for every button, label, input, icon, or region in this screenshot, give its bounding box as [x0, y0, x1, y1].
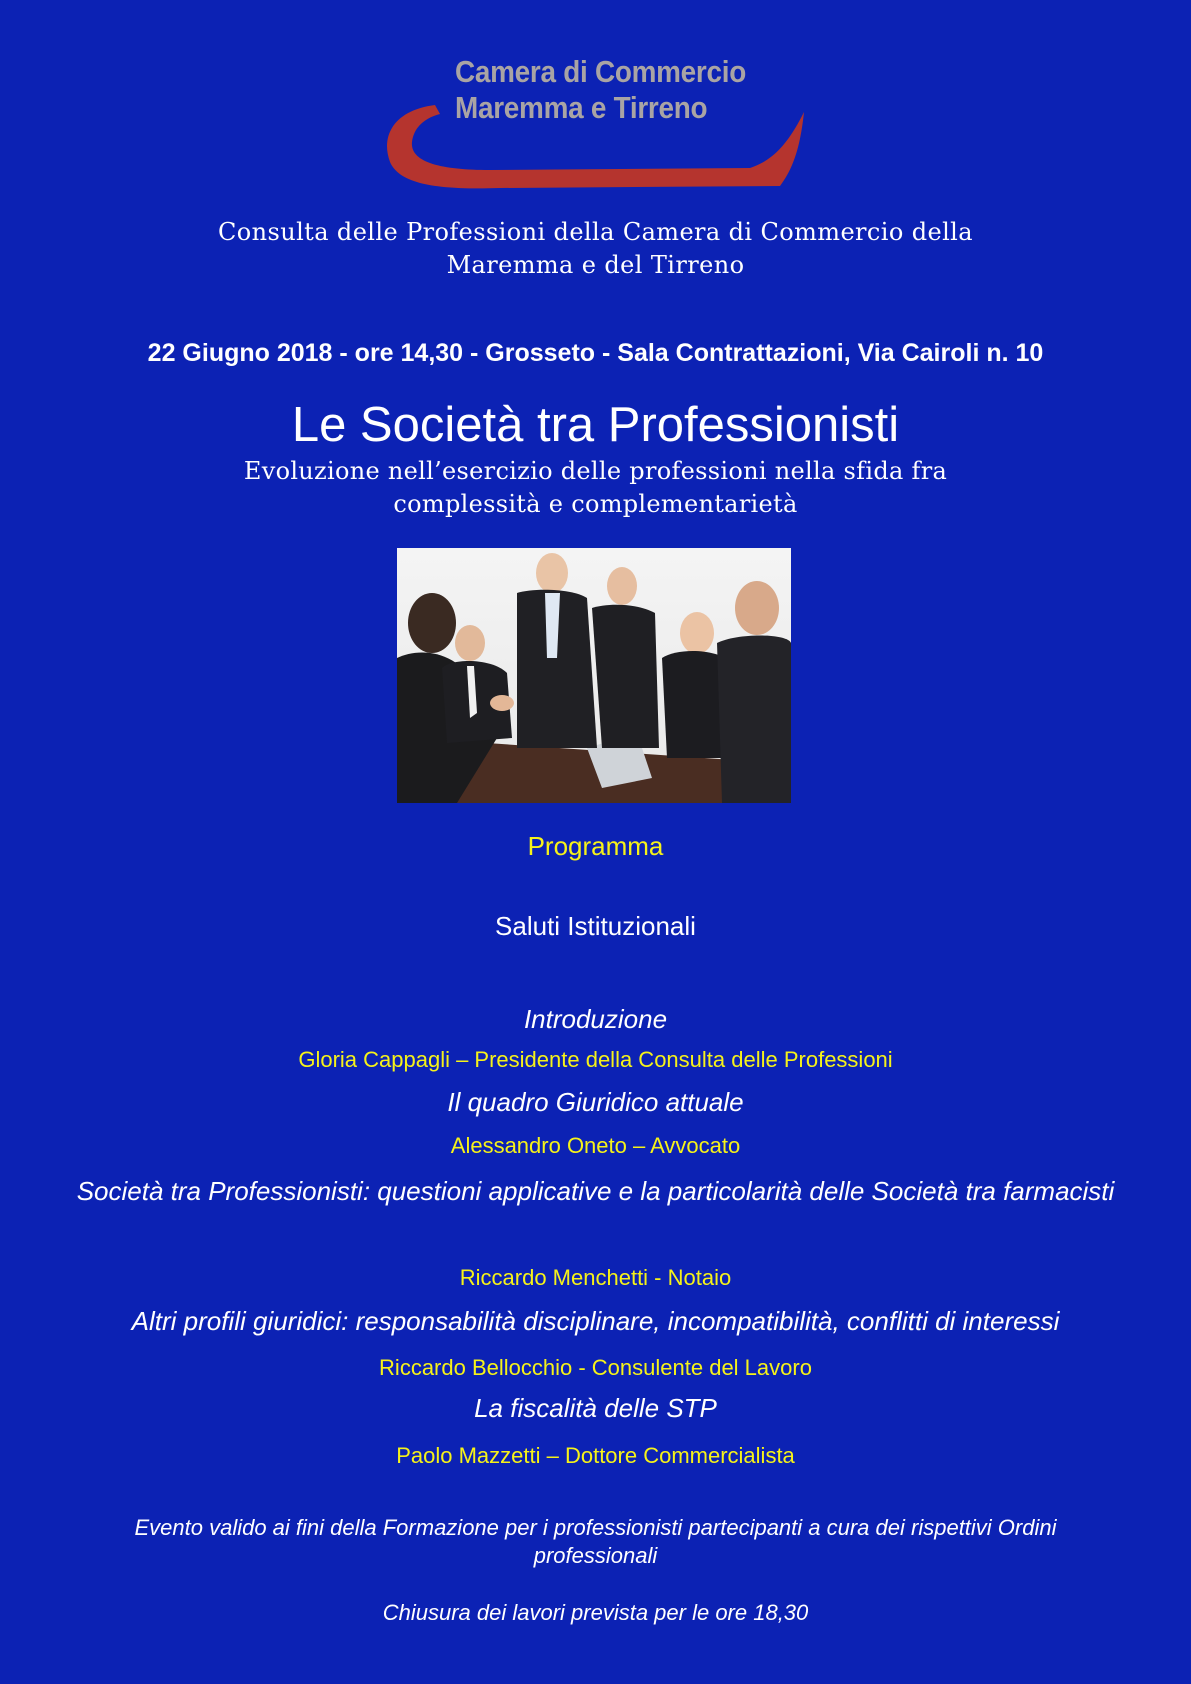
business-meeting-photo — [397, 548, 791, 803]
event-date-location: 22 Giugno 2018 - ore 14,30 - Grosseto - Sala Contrattazioni, Via Cairoli n. 10 — [147, 339, 1044, 367]
subtitle — [0, 455, 1191, 521]
talk-title: Società tra Professionisti: questioni applicative e la particolarità delle Società tra farmacisti — [76, 1176, 1115, 1206]
page-title: Le Società tra Professionisti — [291, 398, 900, 452]
speaker: Paolo Mazzetti – Dottore Commercialista — [396, 1443, 795, 1468]
speaker: Alessandro Oneto – Avvocato — [450, 1133, 741, 1158]
institutional-greetings: Saluti Istituzionali — [495, 911, 696, 941]
speaker: Riccardo Menchetti - Notaio — [459, 1265, 732, 1290]
talk-title: Il quadro Giuridico attuale — [447, 1087, 744, 1117]
consulta-heading — [0, 216, 1191, 282]
program-heading: Programma — [527, 831, 664, 861]
logo-line-2: Maremma e Tirreno — [455, 90, 708, 125]
chamber-of-commerce-logo — [380, 50, 810, 200]
logo-line-1: Camera di Commercio — [455, 54, 747, 89]
subtitle-line-2: complessità e complementarietà — [393, 490, 798, 518]
consulta-line-1: Consulta delle Professioni della Camera di Commercio della — [218, 218, 973, 246]
speaker: Riccardo Bellocchio - Consulente del Lavoro — [379, 1355, 812, 1380]
consulta-line-2: Maremma e del Tirreno — [446, 251, 745, 279]
subtitle-line-1: Evoluzione nell’esercizio delle professioni nella sfida fra — [243, 457, 948, 485]
talk-title: Introduzione — [523, 1004, 668, 1034]
talk-title: Altri profili giuridici: responsabilità disciplinare, incompatibilità, conflitti di interessi — [131, 1306, 1060, 1336]
speaker: Gloria Cappagli – Presidente della Consulta delle Professioni — [298, 1047, 893, 1072]
closing-time-note: Chiusura dei lavori prevista per le ore 18,30 — [382, 1600, 809, 1625]
talk-title: La fiscalità delle STP — [474, 1393, 717, 1423]
training-credit-note: Evento valido ai fini della Formazione per i professionisti partecipanti a cura dei rispettivi Ordini professionali — [134, 1515, 1057, 1568]
